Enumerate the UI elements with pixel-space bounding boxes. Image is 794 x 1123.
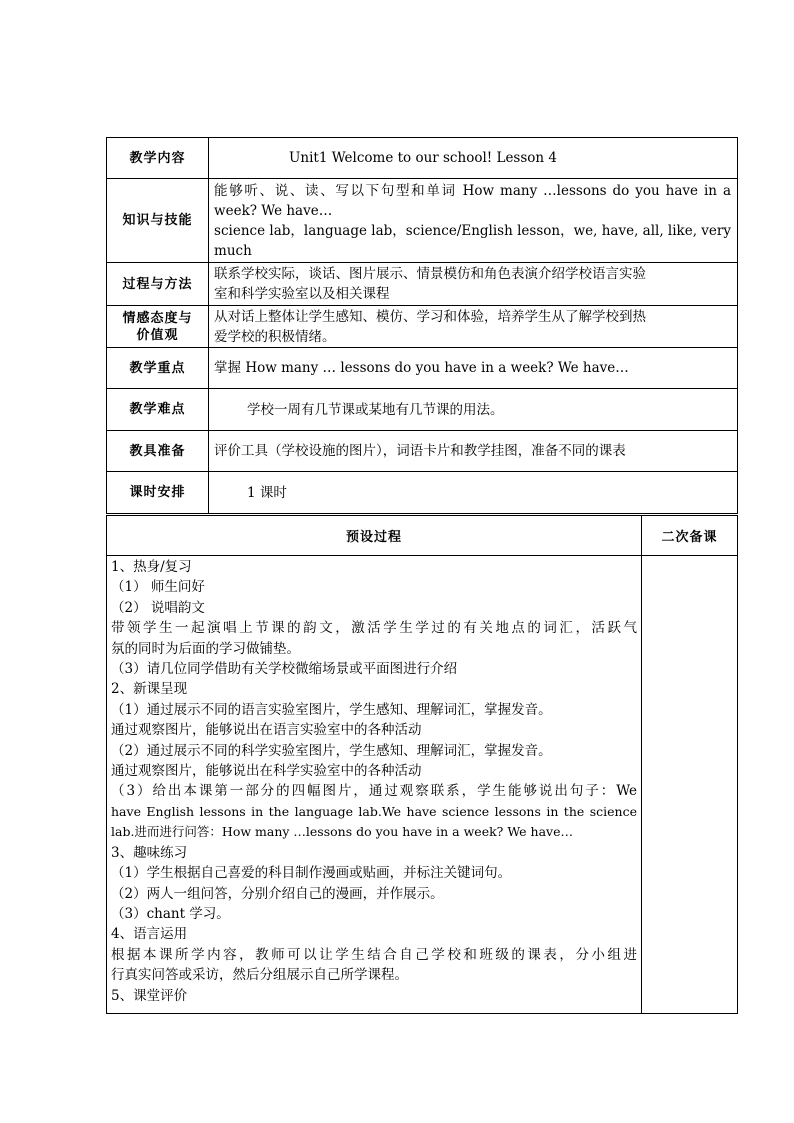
lesson-info-table xyxy=(106,137,738,514)
plan-line: 根据本课所学内容，教师可以让学生结合自己学校和班级的课表，分小组进 xyxy=(111,946,637,963)
plan-line: （1）通过展示不同的语言实验室图片，学生感知、理解词汇，掌握发音。 xyxy=(111,701,552,718)
label-attitude xyxy=(107,306,209,348)
plan-second-prep-cell xyxy=(642,556,738,1014)
label-knowledge: 知识与技能 xyxy=(107,179,209,263)
plan-line: 带领学生一起演唱上节课的韵文，激活学生学过的有关地点的词汇，活跃气 xyxy=(111,620,637,637)
attitude-line-1: 从对话上整体让学生感知、模仿、学习和体验，培养学生从了解学校到热 xyxy=(214,308,647,325)
process-line-2: 室和科学实验室以及相关课程 xyxy=(214,286,390,302)
attitude-label-line-1: 情感态度与 xyxy=(122,310,193,326)
row-process xyxy=(107,263,738,306)
label-schedule: 课时安排 xyxy=(107,472,209,514)
plan-line: （3）chant 学习。 xyxy=(111,905,230,922)
plan-line: （1） 师生问好 xyxy=(111,579,205,596)
plan-header-row xyxy=(107,516,738,556)
value-schedule: 1 课时 xyxy=(209,472,738,514)
header-preset-process: 预设过程 xyxy=(107,516,642,556)
plan-line: 3、趣味练习 xyxy=(111,844,188,861)
row-schedule xyxy=(107,472,738,514)
attitude-label-line-2: 价值观 xyxy=(136,327,179,343)
plan-line: lab.进而进行问答：How many …lessons do you have in a week? We have… xyxy=(111,824,574,840)
plan-line: （1）学生根据自己喜爱的科目制作漫画或贴画，并标注关键词句。 xyxy=(111,865,512,882)
plan-line: 通过观察图片，能够说出在语言实验室中的各种活动 xyxy=(111,722,422,739)
row-materials xyxy=(107,431,738,472)
value-focus: 掌握 How many … lessons do you have in a week? We have… xyxy=(209,348,738,389)
header-second-prep: 二次备课 xyxy=(642,516,738,556)
value-materials: 评价工具（学校设施的图片），词语卡片和教学挂图，准备不同的课表 xyxy=(209,431,738,472)
value-difficulty: 学校一周有几节课或某地有几节课的用法。 xyxy=(209,389,738,431)
process-line-1: 联系学校实际，谈话、图片展示、情景模仿和角色表演介绍学校语言实验 xyxy=(214,266,647,282)
plan-line: 通过观察图片，能够说出在科学实验室中的各种活动 xyxy=(111,763,422,780)
plan-line: 氛的同时为后面的学习做铺垫。 xyxy=(111,640,300,657)
plan-line: （2）通过展示不同的科学实验室图片，学生感知、理解词汇，掌握发音。 xyxy=(111,742,552,759)
knowledge-line-2: week? We have… xyxy=(214,202,333,219)
value-attitude xyxy=(209,306,738,348)
label-process: 过程与方法 xyxy=(107,263,209,306)
value-process xyxy=(209,263,738,306)
plan-line: （2）两人一组问答，分别介绍自己的漫画，并作展示。 xyxy=(111,885,444,902)
plan-line: have English lessons in the language lab.We have science lessons in the science xyxy=(111,803,637,819)
plan-line: 5、课堂评价 xyxy=(111,987,188,1004)
row-knowledge xyxy=(107,179,738,263)
value-content: Unit1 Welcome to our school! Lesson 4 xyxy=(209,138,738,179)
plan-process-cell xyxy=(107,556,642,1014)
knowledge-line-4: much xyxy=(214,242,252,259)
row-focus xyxy=(107,348,738,389)
attitude-line-2: 爱学校的积极情绪。 xyxy=(214,328,336,345)
plan-line: （3）给出本课第一部分的四幅图片，通过观察联系，学生能够说出句子：We xyxy=(111,783,637,800)
value-knowledge xyxy=(209,179,738,263)
plan-line: （2） 说唱韵文 xyxy=(111,599,205,616)
plan-body-row xyxy=(107,556,738,1014)
knowledge-line-1: 能够听、说、读、写以下句型和单词 How many …lessons do you have in a xyxy=(214,182,731,199)
label-difficulty: 教学难点 xyxy=(107,389,209,431)
plan-line: 1、热身/复习 xyxy=(111,559,192,575)
plan-line: 2、新课呈现 xyxy=(111,681,188,698)
lesson-plan-table xyxy=(106,515,738,1014)
plan-line: （3）请几位同学借助有关学校微缩场景或平面图进行介绍 xyxy=(111,661,458,678)
row-attitude xyxy=(107,306,738,348)
plan-line: 行真实问答或采访，然后分组展示自己所学课程。 xyxy=(111,967,408,984)
label-focus: 教学重点 xyxy=(107,348,209,389)
knowledge-line-3: science lab，language lab，science/English lesson，we, have, all, like, very xyxy=(214,222,731,239)
label-materials: 教具准备 xyxy=(107,431,209,472)
row-difficulty xyxy=(107,389,738,431)
row-content xyxy=(107,138,738,179)
plan-line: 4、语言运用 xyxy=(111,926,188,943)
label-content: 教学内容 xyxy=(107,138,209,179)
